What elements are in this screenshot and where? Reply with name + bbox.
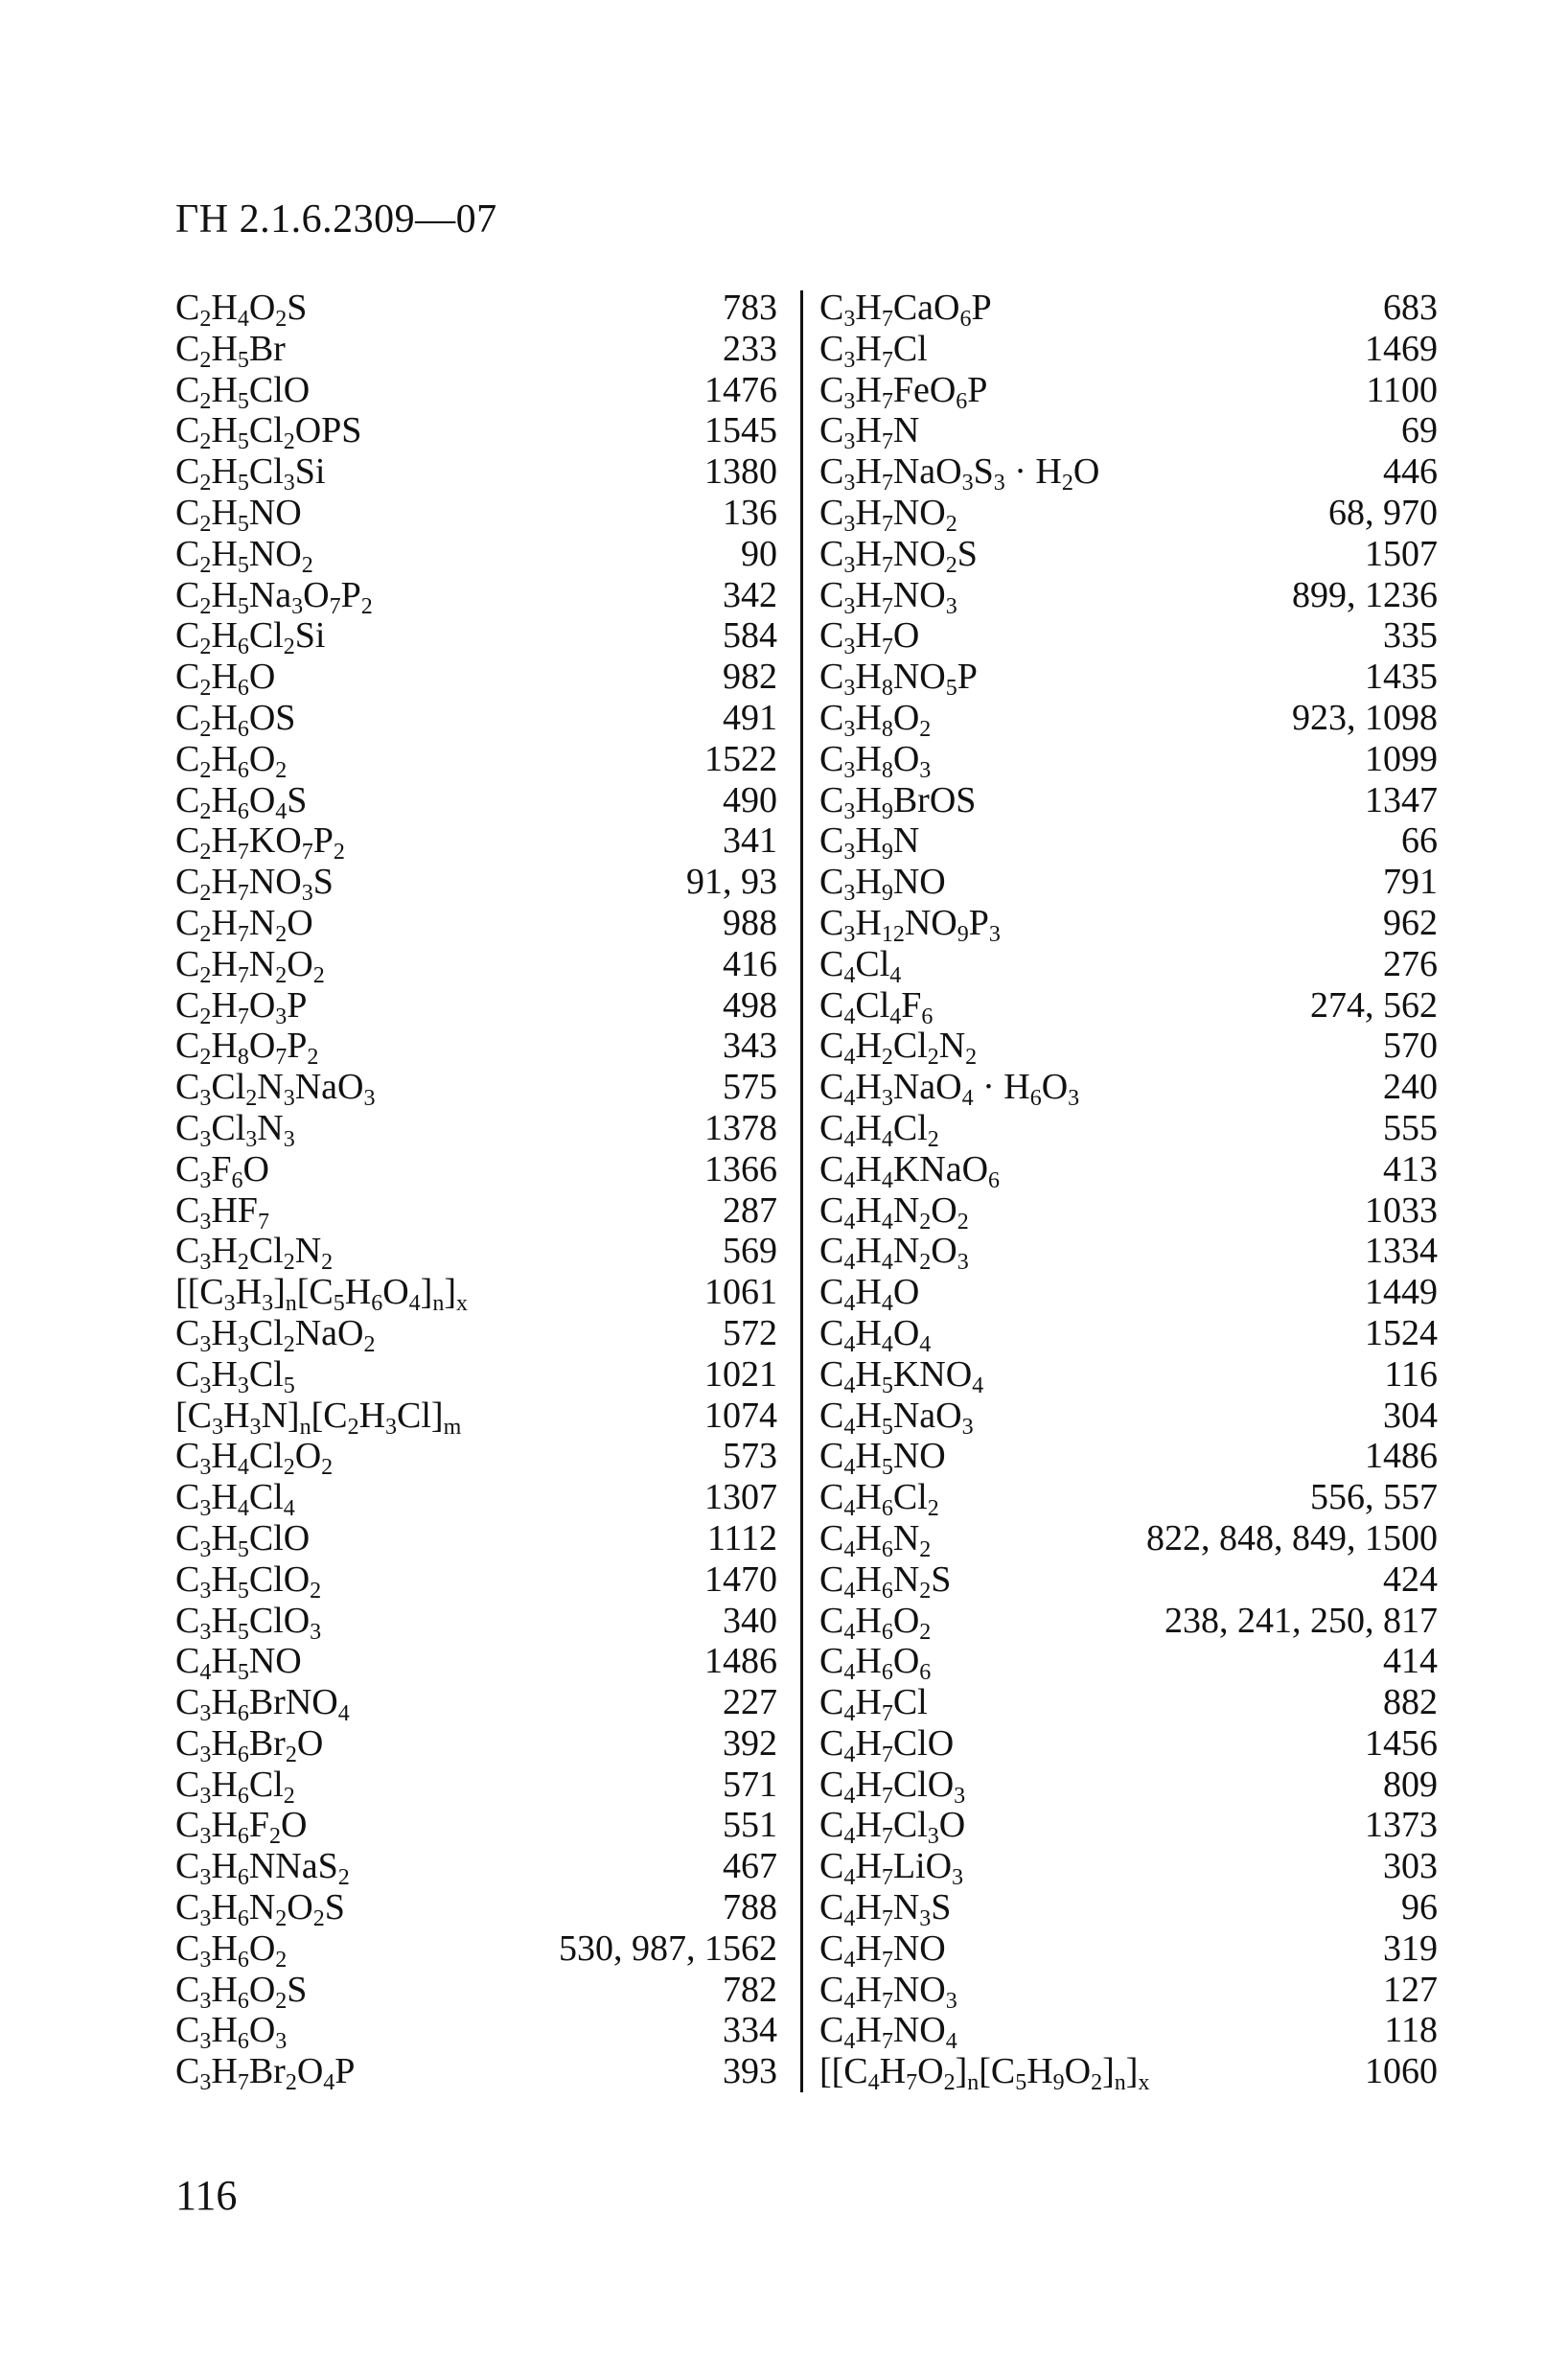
page-references: 1033 [1365,1189,1438,1231]
page-references: 1435 [1365,657,1438,698]
index-entry [175,1354,777,1396]
chemical-formula: $C_3H_5ClO_3$ [175,1600,322,1645]
page-references: 1470 [704,1558,777,1600]
chemical-formula: $C_3H_9BrOS$ [819,779,977,824]
page-references: 90 [741,533,777,574]
index-entry [819,1477,1438,1522]
page-references: 446 [1383,451,1438,493]
chemical-formula: $C_3H_4Cl_2O_2$ [175,1436,334,1481]
page-references: 1112 [706,1517,777,1558]
page-references: 575 [723,1067,777,1108]
index-entry [819,1969,1438,2014]
index-entry [175,820,777,865]
page-references: 467 [723,1846,777,1887]
page-references: 1380 [704,451,777,493]
chemical-formula: $C_2H_6O$ [175,657,276,702]
chemical-formula: $C_2H_5NO_2$ [175,533,313,578]
index-entry [175,1846,777,1891]
page-references: 569 [723,1231,777,1272]
index-entry [819,1641,1438,1686]
page-references: 783 [723,288,777,328]
chemical-formula: $C_3H_6O_3$ [175,2010,288,2055]
chemical-formula: $C_4Cl_4$ [819,943,902,988]
index-entry [175,1148,777,1193]
chemical-formula: $C_2H_5ClO$ [175,369,311,414]
chemical-formula: $C_4H_4N_2O_3$ [819,1231,969,1276]
page-references: 982 [723,657,777,698]
page-references: 392 [723,1722,777,1764]
page-references: 988 [723,902,777,943]
chemical-formula: $C_3H_4Cl_4$ [175,1477,295,1522]
chemical-formula: $C_3Cl_2N_3NaO_3$ [175,1067,376,1112]
index-entry [175,1272,777,1317]
index-entry [819,1764,1438,1809]
chemical-formula: $[[C_4H_7O_2]_n[C_5H_9O_2]_n]_x$ [819,2051,1150,2096]
index-entry [819,1067,1438,1112]
index-column-right [819,288,1438,2096]
page-references: 1100 [1366,369,1438,410]
index-entry [819,1231,1438,1276]
index-entry [819,779,1438,824]
index-entry [175,1887,777,1932]
chemical-formula: $C_2H_6OS$ [175,697,296,742]
page-references: 1074 [704,1395,777,1436]
chemical-formula: $C_4H_4O_4$ [819,1312,932,1357]
page-references: 91, 93 [686,862,777,903]
page-references: 68, 970 [1328,492,1438,533]
chemical-formula: $C_4H_7ClO$ [819,1722,955,1767]
page-references: 393 [723,2051,777,2092]
chemical-formula: $C_4H_4KNaO_6$ [819,1148,1001,1193]
index-entry [819,985,1438,1027]
chemical-formula: $C_3H_6O_2$ [175,1927,288,1973]
chemical-formula: $C_3H_7NO_2$ [819,492,957,537]
page-references: 1334 [1365,1231,1438,1272]
chemical-formula: $C_3H_7FeO_6P$ [819,369,988,414]
index-entry [175,492,777,537]
index-entry [175,657,777,702]
chemical-formula: $C_4H_3NaO_4 \cdot H_6O_3$ [819,1067,1080,1112]
page-references: 416 [723,943,777,984]
index-entry [175,1927,777,1973]
page-references: 118 [1384,2010,1438,2051]
page-references: 304 [1383,1395,1438,1436]
page-references: 69 [1401,410,1438,451]
page-references: 127 [1383,1969,1438,2010]
index-entry [819,1682,1438,1727]
chemical-formula: $C_2H_7N_2O$ [175,902,313,947]
index-entry [175,1477,777,1522]
page-references: 274, 562 [1310,984,1438,1026]
chemical-formula: $C_3F_6O$ [175,1148,269,1193]
chemical-formula: $C_2H_5Na_3O_7P_2$ [175,574,373,619]
page-references: 414 [1383,1641,1438,1682]
chemical-formula: $C_3H_7Br_2O_4P$ [175,2051,356,2096]
page-references: 570 [1383,1026,1438,1067]
index-entry [819,1148,1438,1193]
index-entry [175,2051,777,2096]
page-references: 1060 [1365,2051,1438,2092]
page-references: 413 [1383,1148,1438,1189]
page-references: 227 [723,1682,777,1723]
page-references: 1347 [1365,779,1438,820]
index-entry [175,1682,777,1727]
chemical-formula: $C_3H_6O_2S$ [175,1969,308,2014]
page-references: 491 [723,697,777,738]
chemical-formula: $C_4H_7Cl$ [819,1682,928,1727]
chemical-formula: $C_3H_7NaO_3S_3 \cdot H_2O$ [819,451,1100,496]
index-entry [819,902,1438,947]
page-number: 116 [175,2172,238,2219]
index-entry [819,1600,1438,1645]
page-references: 1021 [704,1353,777,1395]
chemical-formula: $C_2H_7O_3P$ [175,984,308,1029]
page-references: 490 [723,779,777,820]
chemical-formula: $C_2H_5Cl_3Si$ [175,451,326,496]
chemical-formula: $C_4H_7Cl_3O$ [819,1805,966,1850]
index-entry [175,1517,777,1562]
chemical-formula: $C_4H_7LiO_3$ [819,1846,964,1891]
page-references: 556, 557 [1310,1477,1438,1518]
page-references: 136 [723,492,777,533]
chemical-formula: $C_4H_6Cl_2$ [819,1477,939,1522]
index-entry [819,328,1438,373]
index-entry [175,451,777,496]
index-entry [819,738,1438,783]
document-code-header: ГН 2.1.6.2309—07 [175,197,497,242]
index-entry [819,1272,1438,1317]
page-references: 584 [723,615,777,657]
index-entry [175,1723,777,1765]
chemical-formula: $C_3H_{12}NO_9P_3$ [819,902,1001,947]
chemical-formula: $C_3H_7NO_3$ [819,574,957,619]
index-entry [819,492,1438,537]
index-entry [819,451,1438,496]
index-entry [175,1641,777,1686]
page-references: 1307 [704,1477,777,1518]
chemical-formula: $C_4H_6N_2S$ [819,1558,952,1604]
chemical-formula: $C_2H_6Cl_2Si$ [175,615,326,660]
chemical-formula: $C_3H_7Cl$ [819,328,928,373]
page-references: 555 [1383,1107,1438,1148]
page-references: 342 [723,574,777,615]
chemical-formula: $C_4H_5NO$ [819,1436,946,1481]
index-entry [819,862,1438,907]
chemical-formula: $C_3H_9N$ [819,820,920,865]
page-references: 962 [1383,902,1438,943]
chemical-formula: $C_3H_6F_2O$ [175,1805,308,1850]
index-entry [819,1026,1438,1071]
chemical-formula: $C_4H_7N_3S$ [819,1887,952,1932]
chemical-formula: $C_4H_6O_6$ [819,1641,932,1686]
index-entry [175,1312,777,1357]
chemical-formula: $C_2H_6O_4S$ [175,779,308,824]
chemical-formula: $C_4H_6O_2$ [819,1600,932,1645]
chemical-formula: $C_2H_5Br$ [175,328,286,373]
index-entry [819,1436,1438,1481]
page-references: 424 [1383,1558,1438,1600]
page-references: 572 [723,1312,777,1353]
chemical-formula: $C_4Cl_4F_6$ [819,984,934,1029]
page-references: 1476 [704,369,777,410]
index-entry [175,1231,777,1276]
page-references: 96 [1401,1887,1438,1928]
index-entry [175,1558,777,1604]
chemical-formula: $C_3H_7NO_2S$ [819,533,978,578]
index-entry [819,2051,1438,2096]
chemical-formula: $C_3H_6BrNO_4$ [175,1682,350,1727]
index-entry [175,738,777,783]
page-references: 571 [723,1764,777,1805]
index-entry [819,943,1438,988]
page-references: 788 [723,1887,777,1928]
index-entry [819,574,1438,619]
index-entry [175,902,777,947]
chemical-formula: $C_4H_2Cl_2N_2$ [819,1026,978,1071]
index-entry [175,985,777,1027]
index-entry [819,1189,1438,1235]
chemical-formula: $C_4H_7NO_3$ [819,1969,957,2014]
chemical-formula: $C_3H_3Cl_5$ [175,1353,295,1398]
index-entry [175,1436,777,1481]
index-entry [175,574,777,619]
chemical-formula: $C_4H_5KNO_4$ [819,1353,984,1398]
index-entry [175,1600,777,1645]
chemical-formula: $C_3H_7CaO_6P$ [819,288,992,332]
chemical-formula: $C_4H_5NO$ [175,1641,302,1686]
page-references: 1456 [1365,1722,1438,1764]
index-entry [819,1312,1438,1357]
chemical-formula: $C_2H_8O_7P_2$ [175,1026,319,1071]
page-references: 1378 [704,1107,777,1148]
page-references: 1507 [1365,533,1438,574]
index-entry [175,288,777,332]
chemical-formula: $C_2H_7N_2O_2$ [175,943,325,988]
index-entry [819,1395,1438,1440]
index-entry [175,1107,777,1152]
index-entry [819,1517,1438,1562]
index-entry [175,1764,777,1809]
index-entry [175,862,777,907]
index-entry [175,2010,777,2055]
index-entry [819,1558,1438,1604]
chemical-formula: $C_3H_3Cl_2NaO_2$ [175,1312,376,1357]
index-entry [819,533,1438,578]
page-references: 1449 [1365,1272,1438,1313]
chemical-formula: $C_4H_4Cl_2$ [819,1107,939,1152]
index-entry [175,1189,777,1235]
chemical-formula: $C_2H_4O_2S$ [175,288,308,332]
page-references: 1524 [1365,1312,1438,1353]
index-entry [175,779,777,824]
page-references: 1469 [1365,328,1438,369]
index-entry [819,697,1438,742]
index-entry [819,1846,1438,1891]
index-entry [819,1107,1438,1152]
page-references: 1545 [704,410,777,451]
chemical-formula: $C_3H_8O_2$ [819,697,932,742]
chemical-formula: $C_3H_8O_3$ [819,738,932,783]
chemical-formula: $C_3H_6N_2O_2S$ [175,1887,345,1932]
page-references: 530, 987, 1562 [559,1927,777,1969]
page-references: 319 [1383,1927,1438,1969]
index-entry [819,369,1438,414]
index-entry [819,1887,1438,1932]
chemical-formula: $C_3H_5ClO_2$ [175,1558,322,1604]
index-column-left [175,288,777,2096]
chemical-formula: $C_4H_4O$ [819,1272,920,1317]
page-references: 116 [1384,1353,1438,1395]
index-entry [819,657,1438,702]
chemical-formula: $C_3HF_7$ [175,1189,269,1235]
chemical-formula: $C_2H_5Cl_2OPS$ [175,410,362,455]
chemical-formula: $C_3H_6NNaS_2$ [175,1846,350,1891]
index-entry [175,943,777,988]
chemical-formula: $C_3H_5ClO$ [175,1517,311,1562]
chemical-formula: $C_3H_7N$ [819,410,920,455]
page-references: 233 [723,328,777,369]
index-entry [175,410,777,455]
chemical-formula: $C_3H_6Cl_2$ [175,1764,295,1809]
index-entry [819,2010,1438,2055]
page-references: 809 [1383,1764,1438,1805]
chemical-formula: $C_2H_5NO$ [175,492,302,537]
page-references: 341 [723,820,777,862]
index-entry [175,328,777,373]
index-entry [819,1723,1438,1765]
page-references: 1061 [704,1272,777,1313]
chemical-formula: $C_3H_9NO$ [819,862,946,907]
chemical-formula: $C_4H_7NO_4$ [819,2010,957,2055]
index-entry [175,615,777,660]
chemical-formula: $C_3H_2Cl_2N_2$ [175,1231,334,1276]
chemical-formula: $C_3H_8NO_5P$ [819,657,978,702]
chemical-formula: $C_4H_7ClO_3$ [819,1764,966,1809]
page-references: 1366 [704,1148,777,1189]
index-entry [175,1026,777,1071]
index-entry [175,1067,777,1112]
page-references: 791 [1383,862,1438,903]
page-references: 1486 [704,1641,777,1682]
page-references: 334 [723,2010,777,2051]
page-references: 238, 241, 250, 817 [1164,1600,1438,1641]
index-entry [819,1927,1438,1973]
chemical-formula: $C_3H_7O$ [819,615,920,660]
index-entry [819,1354,1438,1396]
page-references: 303 [1383,1846,1438,1887]
chemical-formula: $C_2H_7NO_3S$ [175,862,334,907]
index-entry [175,1395,777,1440]
chemical-formula: $C_4H_7NO$ [819,1927,946,1973]
page-references: 551 [723,1805,777,1846]
page-references: 1099 [1365,738,1438,779]
chemical-formula: $C_2H_6O_2$ [175,738,288,783]
page-references: 899, 1236 [1292,574,1438,615]
page-references: 240 [1383,1067,1438,1108]
index-entry [819,288,1438,332]
index-entry [175,1969,777,2014]
page-references: 683 [1383,288,1438,328]
chemical-formula: $C_3Cl_3N_3$ [175,1107,295,1152]
chemical-formula: $C_4H_4N_2O_2$ [819,1189,969,1235]
page-references: 923, 1098 [1292,697,1438,738]
page-references: 822, 848, 849, 1500 [1146,1517,1438,1558]
page-references: 335 [1383,615,1438,657]
page-references: 287 [723,1189,777,1231]
page-references: 1486 [1365,1436,1438,1477]
index-entry [175,697,777,742]
index-entry [819,820,1438,865]
chemical-formula: $C_4H_6N_2$ [819,1517,932,1562]
page-references: 498 [723,984,777,1026]
index-entry [819,615,1438,660]
index-entry [819,1805,1438,1850]
chemical-formula: $C_3H_6Br_2O$ [175,1722,324,1767]
chemical-formula: $[C_3H_3N]_n[C_2H_3Cl]_m$ [175,1395,462,1440]
chemical-formula: $C_2H_7KO_7P_2$ [175,820,345,865]
index-entry [175,369,777,414]
page-references: 573 [723,1436,777,1477]
page-references: 1373 [1365,1805,1438,1846]
page-references: 66 [1401,820,1438,862]
index-entry [175,1805,777,1850]
page-references: 882 [1383,1682,1438,1723]
page-references: 343 [723,1026,777,1067]
chemical-formula: $C_4H_5NaO_3$ [819,1395,974,1440]
page-references: 782 [723,1969,777,2010]
column-divider [800,290,803,2092]
page-references: 276 [1383,943,1438,984]
index-entry [175,533,777,578]
page-references: 1522 [704,738,777,779]
index-entry [819,410,1438,455]
page-references: 340 [723,1600,777,1641]
chemical-formula: $[[C_3H_3]_n[C_5H_6O_4]_n]_x$ [175,1272,468,1317]
